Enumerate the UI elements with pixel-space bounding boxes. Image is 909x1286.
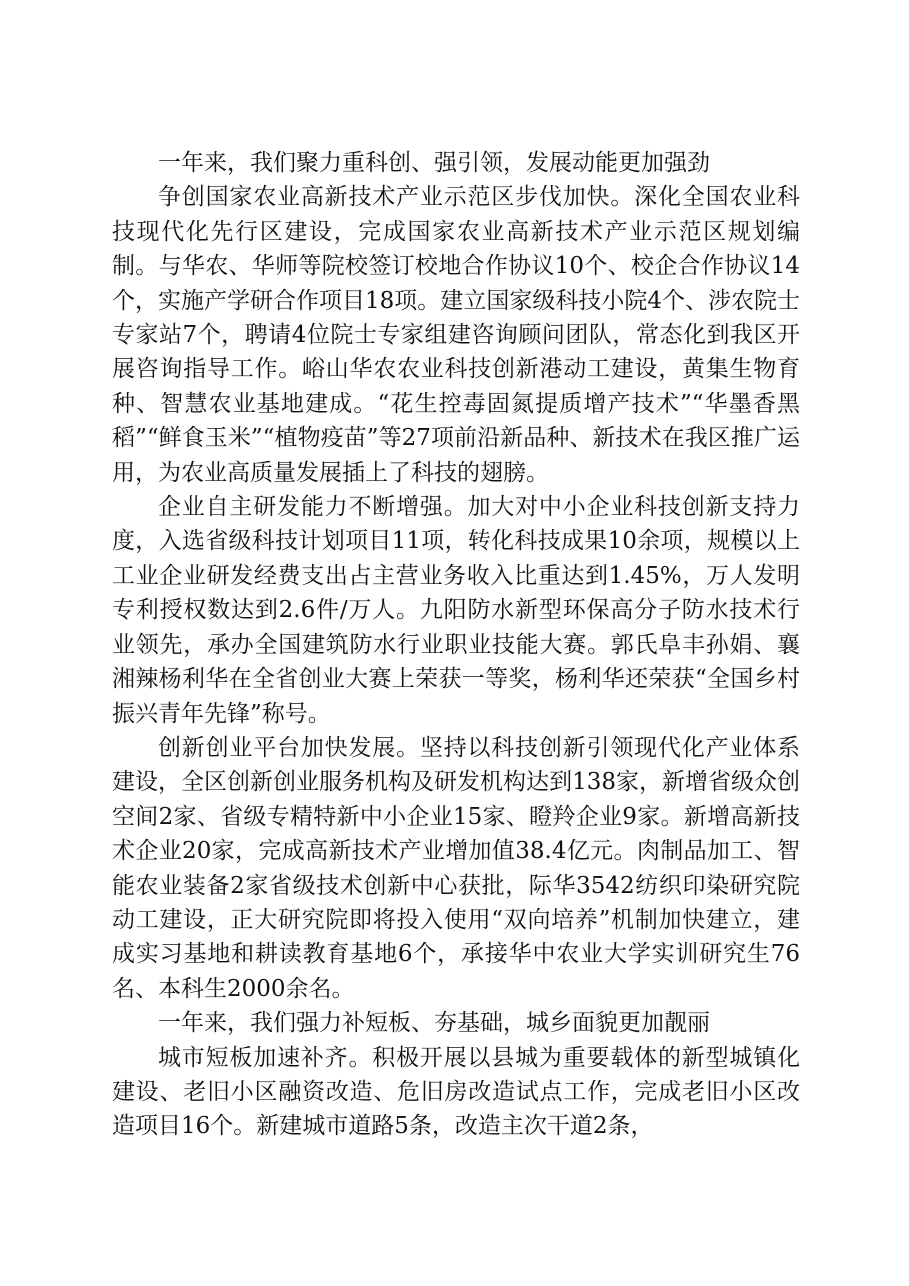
paragraph-enterprise-rd-text: 企业自主研发能力不断增强。加大对中小企业科技创新支持力度，入选省级科技计划项目11项，转化科技成果10余项，规模以上工业企业研发经费支出占主营业务收入比重达到1.45%，万人发明专利授权数达到2.6件/万人。九阳防水新型环保高分子防水技术行业领先，承办全国建筑防水行业职业技能大赛。郭氏阜丰孙娟、襄湘辣杨利华在全省创业大赛上荣获一等奖，杨利华还荣获“全国乡村振兴青年先锋”称号。 (112, 494, 800, 727)
document-body (112, 146, 800, 1144)
paragraph-innovation-platforms-text: 创新创业平台加快发展。坚持以科技创新引领现代化产业体系建设，全区创新创业服务机构及研发机构达到138家，新增省级众创空间2家、省级专精特新中小企业15家、瞪羚企业9家。新增高新技术企业20家，完成高新技术产业增加值38.4亿元。肉制品加工、智能农业装备2家省级技术创新中心获批，际华3542纺织印染研究院动工建设，正大研究院即将投入使用“双向培养”机制加快建立，建成实习基地和耕读教育基地6个，承接华中农业大学实训研究生76名、本科生2000余名。 (112, 734, 800, 1002)
paragraph-enterprise-rd (112, 490, 800, 731)
paragraph-agri-tech-zone-text: 争创国家农业高新技术产业示范区步伐加快。深化全国农业科技现代化先行区建设，完成国家农业高新技术产业示范区规划编制。与华农、华师等院校签订校地合作协议10个、校企合作协议14个，实施产学研合作项目18项。建立国家级科技小院4个、涉农院士专家站7个，聘请4位院士专家组建咨询顾问团队，常态化到我区开展咨询指导工作。峪山华农农业科技创新港动工建设，黄集生物育种、智慧农业基地建成。“花生控毒固氮提质增产技术”“华墨香黑稻”“鲜食玉米”“植物疫苗”等27项前沿新品种、新技术在我区推广运用，为农业高质量发展插上了科技的翅膀。 (112, 184, 800, 486)
paragraph-agri-tech-zone (112, 180, 800, 490)
section-heading-urban-rural-text: 一年来，我们强力补短板、夯基础，城乡面貌更加靓丽 (158, 1010, 710, 1037)
paragraph-innovation-platforms (112, 731, 800, 1006)
paragraph-urban-shortfalls (112, 1041, 800, 1144)
paragraph-urban-shortfalls-text: 城市短板加速补齐。积极开展以县城为重要载体的新型城镇化建设、老旧小区融资改造、危旧房改造试点工作，完成老旧小区改造项目16个。新建城市道路5条，改造主次干道2条， (112, 1044, 800, 1140)
section-heading-urban-rural (112, 1006, 800, 1040)
section-heading-innovation (112, 146, 800, 180)
section-heading-innovation-text: 一年来，我们聚力重科创、强引领，发展动能更加强劲 (158, 150, 710, 176)
